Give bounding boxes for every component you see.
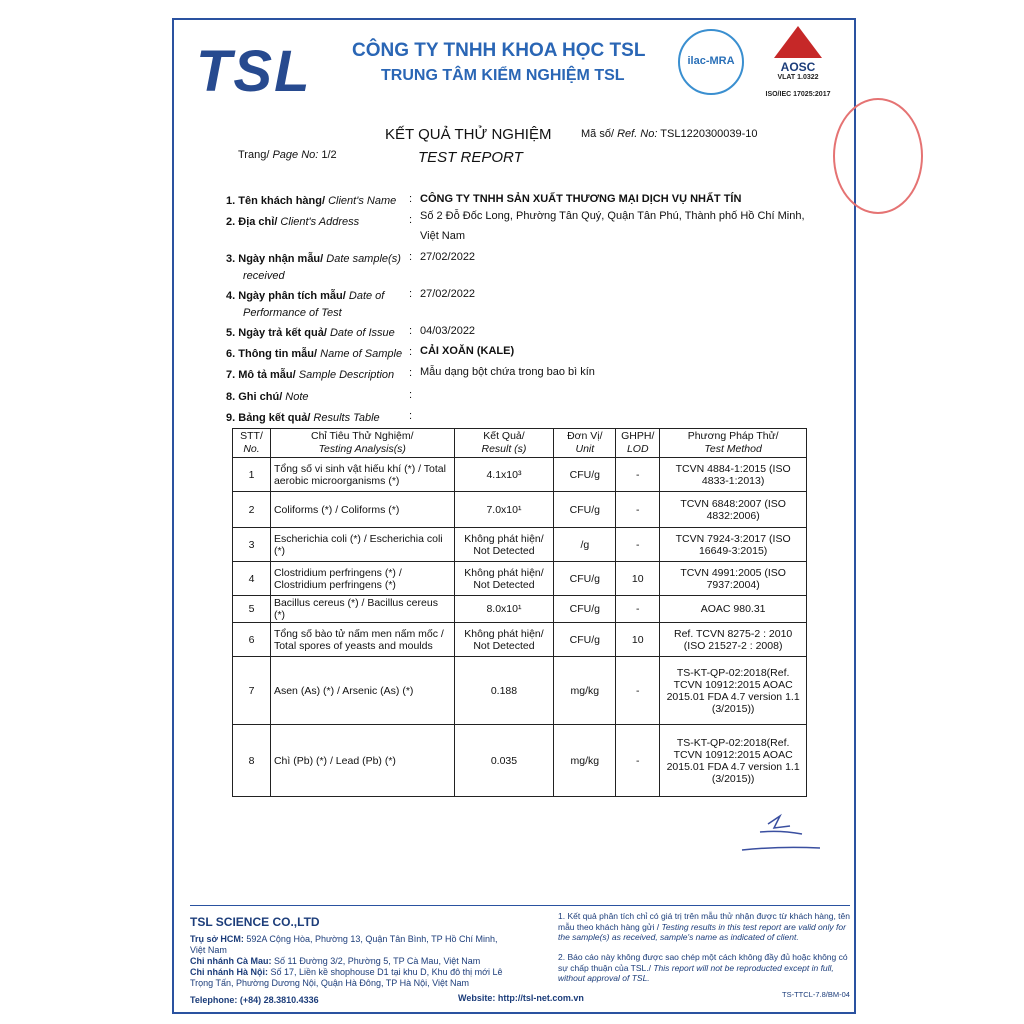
footer-phone: Telephone: (+84) 28.3810.4336 [190,995,319,1005]
center-name: TRUNG TÂM KIỂM NGHIỆM TSL [381,67,625,84]
footer-company: TSL SCIENCE CO.,LTD [190,915,320,929]
client-name-value: CÔNG TY TNHH SẢN XUẤT THƯƠNG MẠI DỊCH VỤ NHẤT TÍN [420,193,742,205]
table-row: 7 Asen (As) (*) / Arsenic (As) (*) 0.188 mg/kg - TS-KT-QP-02:2018(Ref. TCVN 10912:2015 AOAC 2015.01 FDA 4.7 version 1.1 (3/2015)) [233,657,807,725]
footer-hq: Trụ sở HCM: 592A Cộng Hòa, Phường 13, Quận Tân Bình, TP Hồ Chí Minh, [190,934,498,944]
footer-divider [190,905,850,906]
client-address-value: Số 2 Đỗ Đốc Long, Phường Tân Quý, Quận Tân Phú, Thành phố Hồ Chí Minh, [420,210,805,222]
date-issue-value: 04/03/2022 [420,325,476,337]
table-row: 2 Coliforms (*) / Coliforms (*) 7.0x10¹ CFU/g - TCVN 6848:2007 (ISO 4832:2006) [233,492,807,528]
ref-number: Mã số/ Ref. No: TSL1220300039-10 [581,128,758,140]
header-lod: GHPH/ LOD [616,429,660,458]
footer-website: Website: http://tsl-net.com.vn [458,993,584,1003]
info-row-8: 8. Ghi chú/ Note [226,391,309,403]
report-title-vn: KẾT QUẢ THỬ NGHIỆM [385,126,552,143]
date-performance-value: 27/02/2022 [420,288,476,300]
header-analysis: Chỉ Tiêu Thử Nghiệm/ Testing Analysis(s) [270,429,454,458]
table-row: 5 Bacillus cereus (*) / Bacillus cereus (*) 8.0x10¹ CFU/g - AOAC 980.31 [233,596,807,623]
results-table [232,428,807,797]
footer-camau: Chi nhánh Cà Mau: Số 11 Đường 3/2, Phường 5, TP Cà Mau, Việt Nam [190,956,481,966]
report-title-en: TEST REPORT [418,149,523,166]
info-row-9: 9. Bảng kết quả/ Results Table [226,412,380,424]
info-row-4: 4. Ngày phân tích mẫu/ Date of [226,290,385,302]
date-received-value: 27/02/2022 [420,251,476,263]
ilac-mra-logo [678,29,744,95]
aosc-logo [758,26,838,98]
table-row: 1 Tổng số vi sinh vật hiếu khí (*) / Total aerobic microorganisms (*) 4.1x10³ CFU/g - TCVN 4884-1:2015 (ISO 4833-1:2013) [233,458,807,492]
header-unit: Đơn Vị/ Unit [554,429,616,458]
client-address-value-2: Việt Nam [420,230,466,242]
header-result: Kết Quả/ Result (s) [454,429,554,458]
table-row: 6 Tổng số bào tử nấm men nấm mốc / Total spores of yeasts and moulds Không phát hiện/ Not Detected CFU/g 10 Ref. TCVN 8275-2 : 2010 (ISO 21527-2 : 2008) [233,623,807,657]
aosc-triangle-icon [774,26,822,58]
header-no: STT/ No. [233,429,271,458]
header-method: Phương Pháp Thử/ Test Method [660,429,807,458]
info-row-5: 5. Ngày trả kết quả/ Date of Issue [226,327,395,339]
company-name: CÔNG TY TNHH KHOA HỌC TSL [352,40,646,61]
aosc-name: AOSC [780,60,816,74]
sample-description-value: Mẫu dạng bột chứa trong bao bì kín [420,366,595,378]
table-header-row [233,429,807,458]
table-row: 4 Clostridium perfringens (*) / Clostridium perfringens (*) Không phát hiện/ Not Detected CFU/g 10 TCVN 4991:2005 (ISO 7937:2004) [233,562,807,596]
info-row-6: 6. Thông tin mẫu/ Name of Sample [226,348,403,360]
tsl-logo: TSL [196,39,312,104]
footer-hanoi-2: Trọng Tấn, Phường Dương Nội, Quận Hà Đông, TP Hà Nội, Việt Nam [190,978,469,988]
form-code: TS-TTCL-7.8/BM-04 [782,990,850,999]
ilac-text: ilac-MRA [687,55,735,67]
info-row-3: 3. Ngày nhận mẫu/ Date sample(s) [226,253,401,265]
page-number: Trang/ Page No: 1/2 [238,149,337,161]
aosc-iso: ISO/IEC 17025:2017 [765,91,831,98]
footer-hanoi: Chi nhánh Hà Nội: Số 17, Liền kề shophouse D1 tại khu D, Khu đô thị mới Lê [190,967,503,977]
footer-note-2: 2. Báo cáo này không được sao chép một cách không đầy đủ hoặc không có sự chấp thuận của TSL./ This report will not be reproducted except in full, without approval of TSL. [558,952,848,984]
info-row-7: 7. Mô tả mẫu/ Sample Description [226,369,395,381]
aosc-vlat: VLAT 1.0322 [777,74,819,81]
red-stamp [833,98,923,214]
signature [740,812,822,856]
footer-hq-2: Việt Nam [190,945,227,955]
footer-note-1: 1. Kết quả phân tích chỉ có giá trị trên mẫu thử nhận được từ khách hàng, tên mẫu theo khách hàng gửi / Testing results in this test report are valid only for the sample(s) as received, sample's name as indicated of client. [558,911,850,943]
table-row: 8 Chì (Pb) (*) / Lead (Pb) (*) 0.035 mg/kg - TS-KT-QP-02:2018(Ref. TCVN 10912:2015 AOAC 2015.01 FDA 4.7 version 1.1 (3/2015)) [233,725,807,797]
info-row-1: 1. Tên khách hàng/ Client's Name [226,195,397,207]
sample-name-value: CẢI XOĂN (KALE) [420,345,515,357]
table-row: 3 Escherichia coli (*) / Escherichia coli (*) Không phát hiện/ Not Detected /g - TCVN 7924-3:2017 (ISO 16649-3:2015) [233,528,807,562]
info-row-2: 2. Địa chỉ/ Client's Address [226,216,360,228]
